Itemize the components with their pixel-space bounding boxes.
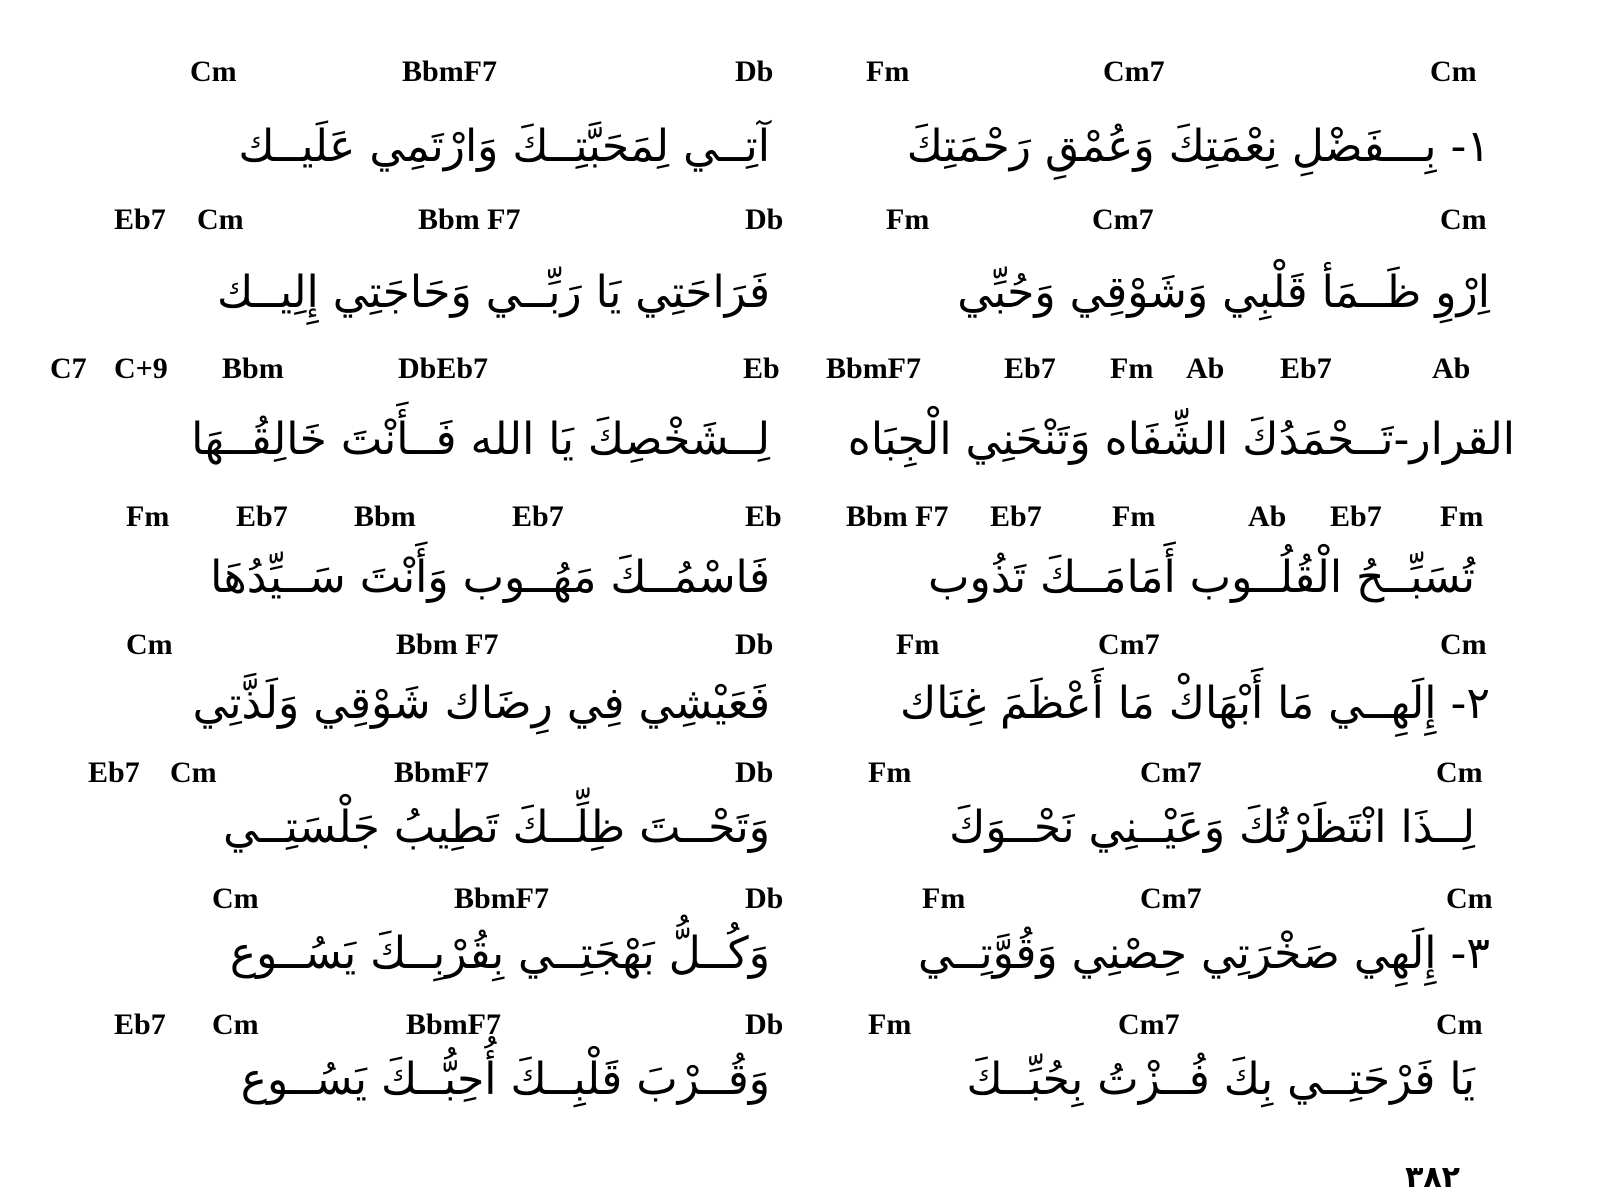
- chord: Fm: [922, 882, 966, 915]
- lyric-left: وَقُــرْبَ قَلْبِــكَ أُحِبُّــكَ يَسُــوع: [240, 1054, 770, 1105]
- chord: Fm: [886, 203, 930, 236]
- chord: Cm: [1440, 203, 1487, 236]
- chord: Eb7: [512, 500, 564, 533]
- chord: Cm: [126, 628, 173, 661]
- chord: Eb7: [1004, 352, 1056, 385]
- lyric-right: تُسَبِّــحُ الْقُلُــوب أَمَامَــكَ تَذُوب: [928, 552, 1475, 603]
- lyric-right: القرار-تَــحْمَدُكَ الشِّفَاه وَتَنْحَنِي الْجِبَاه: [847, 414, 1515, 465]
- chord: Ab: [1248, 500, 1287, 533]
- chord: Eb7: [990, 500, 1042, 533]
- chord: Cm: [190, 55, 237, 88]
- chord: Fm: [1440, 500, 1484, 533]
- chord: Fm: [896, 628, 940, 661]
- chord: Fm: [1110, 352, 1154, 385]
- chord: Bbm F7: [418, 203, 521, 236]
- song-line-4: [0, 500, 1600, 640]
- chord: Eb7: [236, 500, 288, 533]
- chord: Db: [735, 628, 774, 661]
- chord: Eb7: [114, 203, 166, 236]
- lyric-right: يَا فَرْحَتِــي بِكَ فُــزْتُ بِحُبِّــكَ: [966, 1054, 1475, 1105]
- chord: Fm: [868, 1008, 912, 1041]
- lyric-left: فَرَاحَتِي يَا رَبِّــي وَحَاجَتِي إِلِيــك: [216, 267, 770, 318]
- chord: DbEb7: [398, 352, 489, 385]
- song-line-8: [0, 1008, 1600, 1148]
- chord: Cm7: [1103, 55, 1165, 88]
- lyric-left: فَعَيْشِي فِي رِضَاك شَوْقِي وَلَذَّتِي: [192, 678, 770, 729]
- chord: Cm: [197, 203, 244, 236]
- chord: Db: [745, 882, 784, 915]
- chord: Cm: [1436, 1008, 1483, 1041]
- song-line-5: [0, 628, 1600, 768]
- lyric-right: ١- بِـــفَضْلِ نِعْمَتِكَ وَعُمْقِ رَحْمَتِكَ: [906, 121, 1490, 172]
- chord: Cm: [1440, 628, 1487, 661]
- lyric-left: لِــشَخْصِكَ يَا الله فَــأَنْتَ خَالِقُــهَا: [191, 414, 770, 465]
- chord: Ab: [1432, 352, 1471, 385]
- chord: Cm7: [1118, 1008, 1180, 1041]
- chord: Cm7: [1140, 756, 1202, 789]
- chord: Eb7: [88, 756, 140, 789]
- lyric-right: اِرْوِ ظَــمَأ قَلْبِي وَشَوْقِي وَحُبِّي: [957, 267, 1490, 318]
- chord: Cm: [1436, 756, 1483, 789]
- song-line-6: [0, 756, 1600, 896]
- chord: Cm7: [1140, 882, 1202, 915]
- song-line-3: [0, 352, 1600, 492]
- chord: Fm: [1112, 500, 1156, 533]
- chord: C+9: [114, 352, 168, 385]
- lyric-left: وَتَحْــتَ ظِلِّــكَ تَطِيبُ جَلْسَتِــي: [223, 802, 770, 853]
- chord: Cm: [212, 1008, 259, 1041]
- chord: Db: [745, 1008, 784, 1041]
- lyric-left: فَاسْمُــكَ مَهُــوب وَأَنْتَ سَــيِّدُهَا: [210, 552, 770, 603]
- chord: BbmF7: [402, 55, 498, 88]
- chord: Cm7: [1098, 628, 1160, 661]
- chord: Bbm: [354, 500, 416, 533]
- chord: Fm: [866, 55, 910, 88]
- page-number: ٣٨٢: [1405, 1160, 1460, 1195]
- chord: BbmF7: [406, 1008, 502, 1041]
- lyric-left: وَكُــلُّ بَهْجَتِــي بِقُرْبِــكَ يَسُــوع: [229, 928, 770, 979]
- song-line-2: [0, 203, 1600, 343]
- chord: Db: [735, 55, 774, 88]
- chord: BbmF7: [454, 882, 550, 915]
- chord: Fm: [868, 756, 912, 789]
- lyric-right: ٢- إِلَهِــي مَا أَبْهَاكْ مَا أَعْظَمَ غِنَاك: [900, 678, 1490, 729]
- chord: Fm: [126, 500, 170, 533]
- song-line-1: [0, 55, 1600, 195]
- chord: Db: [735, 756, 774, 789]
- chord: C7: [50, 352, 87, 385]
- chord: BbmF7: [826, 352, 922, 385]
- chord: Db: [745, 203, 784, 236]
- chord: Bbm F7: [846, 500, 949, 533]
- chord: Eb7: [114, 1008, 166, 1041]
- chord: Eb7: [1330, 500, 1382, 533]
- lyric-right: ٣- إِلَهِي صَخْرَتِي حِصْنِي وَقُوَّتِــي: [917, 928, 1490, 979]
- lyric-right: لِــذَا انْتَظَرْتُكَ وَعَيْــنِي نَحْــوَكَ: [949, 802, 1475, 853]
- chord: Bbm F7: [396, 628, 499, 661]
- song-line-7: [0, 882, 1600, 1022]
- chord: Cm: [1446, 882, 1493, 915]
- chord: BbmF7: [394, 756, 490, 789]
- chord: Cm: [212, 882, 259, 915]
- chord: Cm7: [1092, 203, 1154, 236]
- chord: Eb7: [1280, 352, 1332, 385]
- chord: Eb: [743, 352, 780, 385]
- chord: Cm: [1430, 55, 1477, 88]
- chord: Eb: [745, 500, 782, 533]
- chord: Ab: [1186, 352, 1225, 385]
- chord: Bbm: [222, 352, 284, 385]
- chord: Cm: [170, 756, 217, 789]
- lyric-left: آتِــي لِمَحَبَّتِــكَ وَارْتَمِي عَلَيــك: [238, 121, 770, 172]
